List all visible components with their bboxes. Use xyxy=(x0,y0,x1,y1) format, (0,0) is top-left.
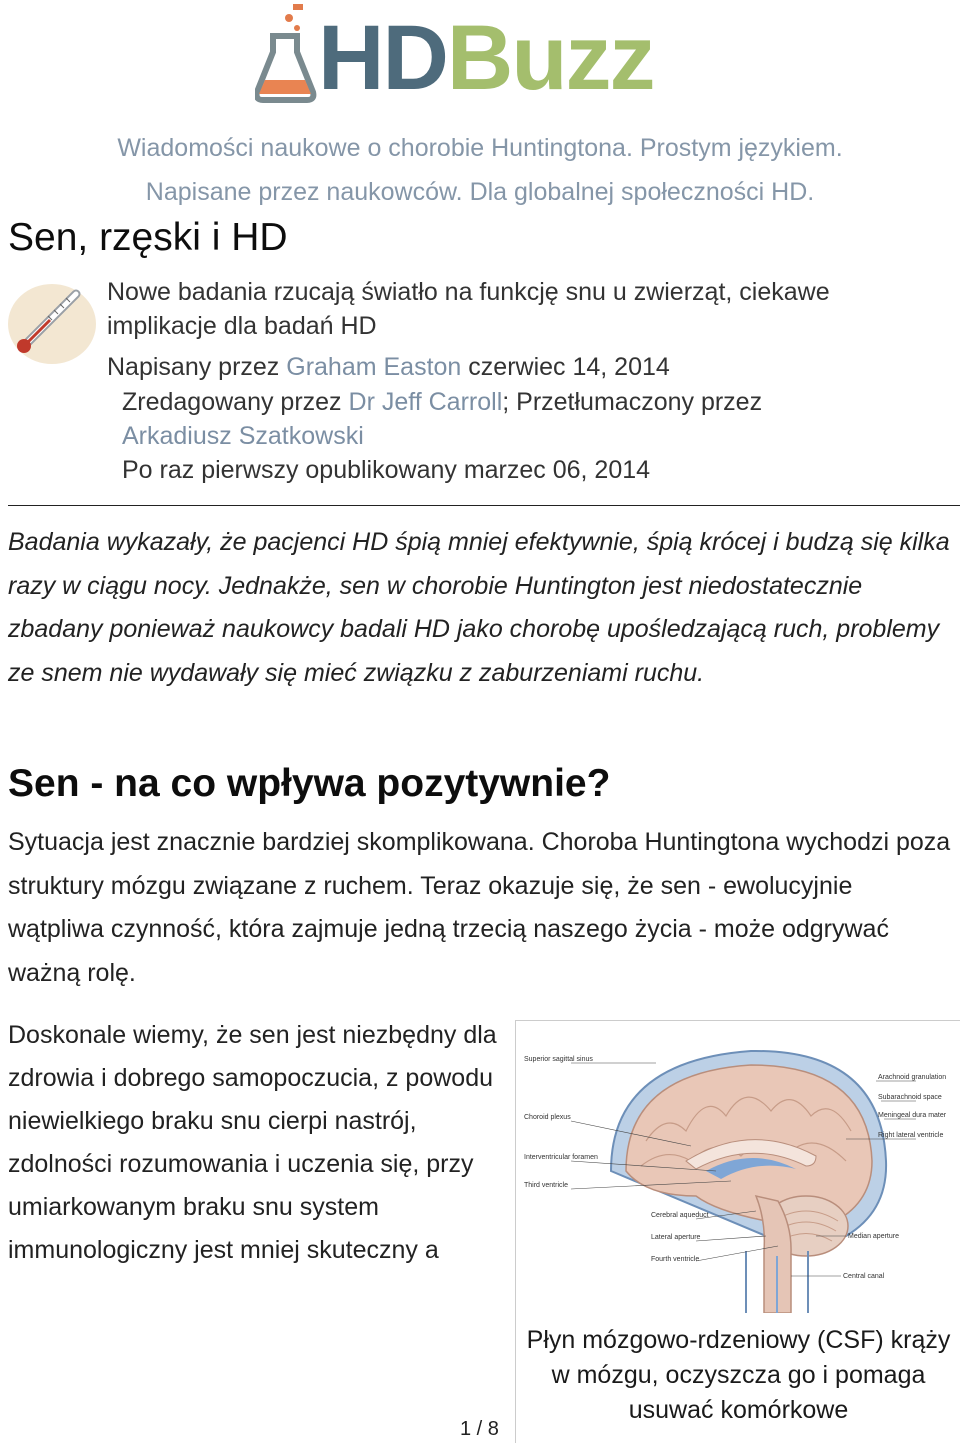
editor-prefix: Zredagowany przez xyxy=(122,388,349,416)
brain-diagram xyxy=(516,1021,960,1313)
label-interventricular-foramen: Interventricular foramen xyxy=(524,1154,598,1161)
logo-buzz: Buzz xyxy=(446,7,654,109)
logo-hd: HD xyxy=(318,7,447,109)
label-subarachnoid-space: Subarachnoid space xyxy=(878,1094,942,1101)
label-third-ventricle: Third ventricle xyxy=(524,1182,568,1189)
page-number: 1 / 8 xyxy=(460,1418,499,1440)
label-fourth-ventricle: Fourth ventricle xyxy=(651,1256,700,1263)
logo-wordmark xyxy=(318,8,654,108)
label-central-canal: Central canal xyxy=(843,1273,885,1280)
paragraph-1: Sytuacja jest znacznie bardziej skomplikowana. Choroba Huntingtona wychodzi poza struktury mózgu związane z ruchem. Teraz okazuje się, że sen - ewolucyjnie wątpliwa czynność, która zajmuje jedną trzecią naszego życia - może odgrywać ważną rolę. xyxy=(8,828,951,987)
author-link[interactable]: Graham Easton xyxy=(286,353,462,381)
figure-csf xyxy=(515,1020,960,1443)
article-subtitle-line-2: implikacje dla badań HD xyxy=(107,312,377,340)
flask-icon xyxy=(257,4,314,100)
label-choroid-plexus: Choroid plexus xyxy=(524,1114,571,1121)
editor-link[interactable]: Dr Jeff Carroll xyxy=(348,388,503,416)
divider xyxy=(8,505,960,506)
tagline-line-2: Napisane przez naukowców. Dla globalnej społeczności HD. xyxy=(145,178,815,206)
label-arachnoid-granulation: Arachnoid granulation xyxy=(878,1074,947,1081)
section-heading: Sen - na co wpływa pozytywnie? xyxy=(8,762,611,805)
article-intro: Badania wykazały, że pacjenci HD śpią mniej efektywnie, śpią krócej i budzą się kilka razy w ciągu nocy. Jednakże, sen w chorobie Huntington jest niedostatecznie zbadany ponieważ naukowcy badali HD jako chorobę upośledzającą ruch, problemy ze snem nie wydawały się mieć związku z zaburzeniami ruchu. xyxy=(8,528,950,687)
article-title: Sen, rzęski i HD xyxy=(8,216,288,259)
translator-prefix: ; Przetłumaczony przez xyxy=(502,388,763,416)
byline xyxy=(107,353,670,382)
translator-link[interactable]: Arkadiusz Szatkowski xyxy=(122,422,364,450)
article-subtitle-line-1: Nowe badania rzucają światło na funkcję snu u zwierząt, ciekawe xyxy=(107,278,830,306)
paragraph-2: Doskonale wiemy, że sen jest niezbędny dla zdrowia i dobrego samopoczucia, z powodu niewielkiego braku snu cierpi nastrój, zdolności rozumowania i uczenia się, przy umiarkowanym braku snu system immunologiczny jest mniej skuteczny a xyxy=(8,1021,497,1264)
label-median-aperture: Median aperture xyxy=(848,1233,899,1240)
label-superior-sagittal-sinus: Superior sagittal sinus xyxy=(524,1056,593,1063)
label-right-lateral-ventricle: Right lateral ventricle xyxy=(878,1132,944,1139)
byline-prefix: Napisany przez xyxy=(107,353,287,381)
byline-date: czerwiec 14, 2014 xyxy=(461,353,670,381)
editor-line xyxy=(122,388,762,417)
label-lateral-aperture: Lateral aperture xyxy=(651,1234,701,1241)
thermometer-icon xyxy=(4,282,96,366)
label-cerebral-aqueduct: Cerebral aqueduct xyxy=(651,1212,709,1219)
label-meningeal-dura-mater: Meningeal dura mater xyxy=(878,1112,947,1119)
tagline-line-1: Wiadomości naukowe o chorobie Huntingtona. Prostym językiem. xyxy=(117,134,843,162)
published-date: Po raz pierwszy opublikowany marzec 06, 2014 xyxy=(122,456,651,484)
figure-caption: Płyn mózgowo-rdzeniowy (CSF) krąży w mózgu, oczyszcza go i pomaga usuwać komórkowe xyxy=(526,1326,951,1424)
